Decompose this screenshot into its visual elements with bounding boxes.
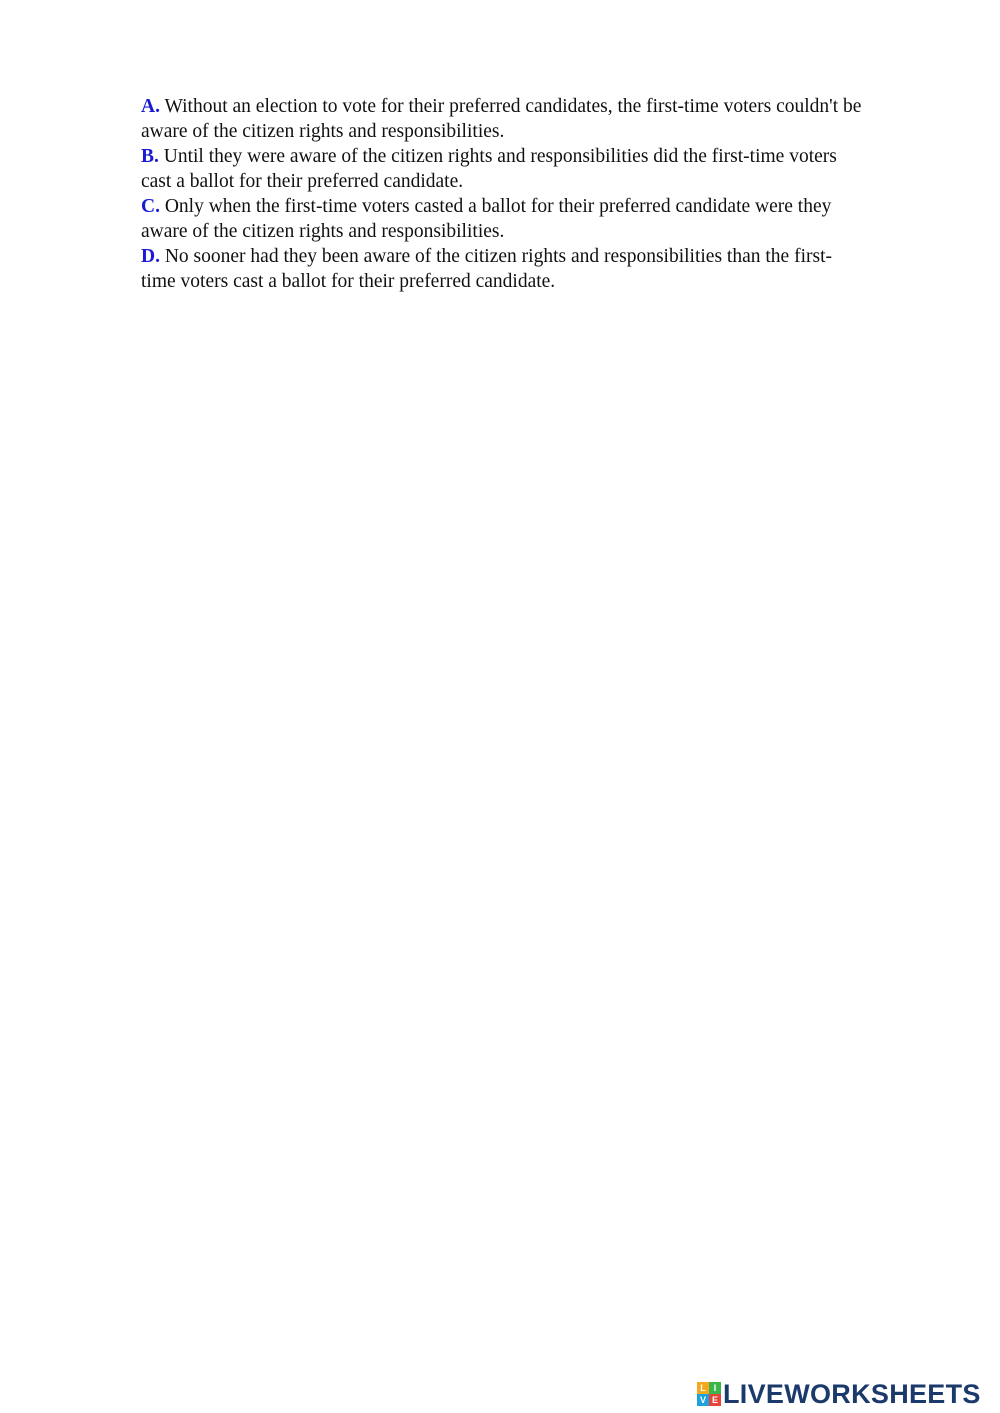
- mark-letter-l: L: [697, 1382, 709, 1394]
- option-a-text-2: aware of the citizen rights and responsibilities.: [141, 121, 505, 142]
- option-b-letter: B.: [141, 146, 159, 167]
- option-c-letter: C.: [141, 196, 160, 217]
- option-d-text-2: time voters cast a ballot for their preferred candidate.: [141, 271, 556, 292]
- option-b: [141, 144, 941, 194]
- option-b-text-2: cast a ballot for their preferred candidate.: [141, 171, 464, 192]
- option-d-line-1: [141, 244, 941, 269]
- option-d-text-1: No sooner had they been aware of the citizen rights and responsibilities than the first-: [164, 246, 832, 267]
- option-c: [141, 194, 941, 244]
- liveworksheets-mark-icon: [697, 1382, 721, 1406]
- option-c-text-1: Only when the first-time voters casted a ballot for their preferred candidate were they: [164, 196, 832, 217]
- mark-letter-e: E: [709, 1394, 721, 1406]
- option-c-text-2: aware of the citizen rights and responsibilities.: [141, 221, 505, 242]
- liveworksheets-logo: [697, 1377, 981, 1411]
- option-a-line-1: [141, 94, 941, 119]
- option-d-letter: D.: [141, 246, 160, 267]
- liveworksheets-wordmark: LIVEWORKSHEETS: [723, 1379, 981, 1409]
- option-d: [141, 244, 941, 294]
- option-b-line-1: [141, 144, 941, 169]
- option-a-text-1: Without an election to vote for their preferred candidates, the first-time voters couldn't be: [164, 96, 862, 117]
- option-a-letter: A.: [141, 96, 160, 117]
- mark-letter-i: I: [709, 1382, 721, 1394]
- option-b-text-1: Until they were aware of the citizen rights and responsibilities did the first-time voters: [163, 146, 837, 167]
- answer-options: [141, 94, 941, 294]
- mark-letter-v: V: [697, 1394, 709, 1406]
- option-a: [141, 94, 941, 144]
- option-c-line-1: [141, 194, 941, 219]
